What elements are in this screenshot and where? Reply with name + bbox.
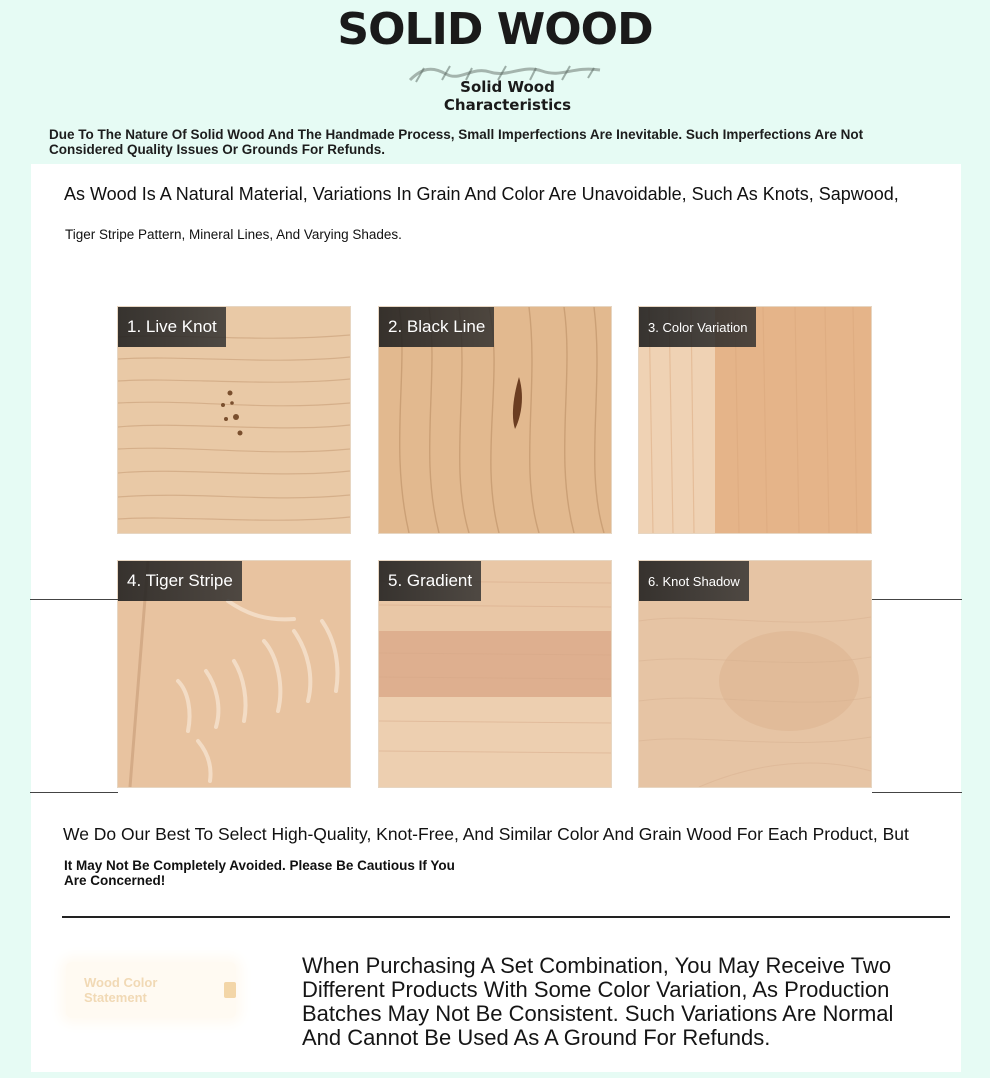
lead-text-line-2: Tiger Stripe Pattern, Mineral Lines, And Varying Shades. [65,227,402,242]
stamp-icon [224,982,236,998]
sample-gradient [379,561,611,787]
divider [872,792,962,793]
page-title: SOLID WOOD [337,4,653,55]
lead-text-line-1: As Wood Is A Natural Material, Variations In Grain And Color Are Unavoidable, Such As Knots, Sapwood, [64,184,899,204]
sample-knot-shadow [639,561,871,787]
sample-label: 6. Knot Shadow [639,561,749,601]
note-line-1: We Do Our Best To Select High-Quality, Knot-Free, And Similar Color And Grain Wood For Each Product, But [63,824,909,844]
divider [30,792,118,793]
sample-label: 2. Black Line [379,307,494,347]
sample-tiger-stripe [118,561,350,787]
sample-label: 1. Live Knot [118,307,226,347]
statement-text: When Purchasing A Set Combination, You May Receive Two Different Products With Some Color Variation, As Production Batches May Not Be Consistent. Such Variations Are Normal And Cannot Be Used As A Ground For Refunds. [302,953,894,1050]
divider [872,599,962,600]
sample-live-knot [118,307,350,533]
statement-stamp [66,962,236,1018]
divider [30,599,118,600]
page-subtitle: Solid Wood Characteristics [443,78,572,114]
sample-label: 5. Gradient [379,561,481,601]
sample-black-line [379,307,611,533]
section-divider [62,916,950,918]
sample-label: 4. Tiger Stripe [118,561,242,601]
sample-color-variation [639,307,871,533]
sample-label: 3. Color Variation [639,307,756,347]
subtitle-block [400,62,615,114]
stamp-label: Wood Color Statement [84,975,158,1005]
intro-disclaimer: Due To The Nature Of Solid Wood And The Handmade Process, Small Imperfections Are Inevitable. Such Imperfections Are Not Considered Quality Issues Or Grounds For Refunds. [49,127,864,157]
note-line-2: It May Not Be Completely Avoided. Please Be Cautious If You Are Concerned! [64,858,455,888]
